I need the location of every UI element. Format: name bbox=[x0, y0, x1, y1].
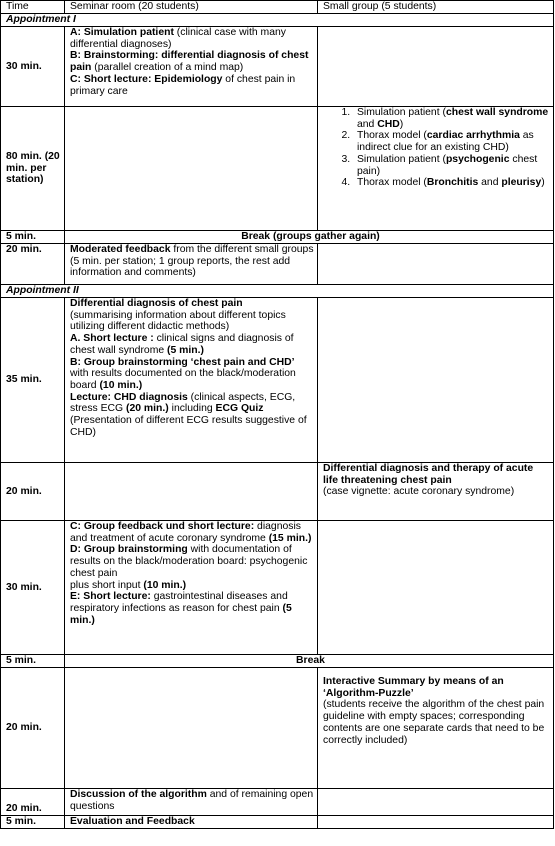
row-time: 30 min. bbox=[1, 521, 65, 655]
activity-label: A. Short lecture : bbox=[70, 333, 154, 345]
row-time: 5 min. bbox=[1, 231, 65, 244]
activity-duration: (5 min.) bbox=[70, 602, 292, 626]
seminar-cell bbox=[65, 107, 318, 231]
small-group-cell bbox=[318, 298, 554, 463]
seminar-cell: Evaluation and Feedback bbox=[65, 816, 318, 829]
seminar-cell bbox=[65, 668, 318, 789]
activity-text: from the different small groups (5 min. per station; 1 group reports, the rest add information and comments) bbox=[70, 244, 314, 279]
seminar-cell bbox=[65, 27, 318, 107]
station-item: 1. Simulation patient (chest wall syndrome and CHD) bbox=[353, 107, 551, 130]
row-time: 80 min. (20 min. per station) bbox=[1, 107, 65, 231]
row-time: 20 min. bbox=[1, 463, 65, 521]
small-group-cell bbox=[318, 244, 554, 285]
small-group-cell bbox=[318, 789, 554, 816]
seminar-cell bbox=[65, 244, 318, 285]
table-row bbox=[1, 27, 554, 107]
activity-label: D: Group brainstorming bbox=[70, 544, 188, 556]
activity-label: Moderated feedback bbox=[70, 244, 171, 255]
table-row bbox=[1, 668, 554, 789]
activity-label: E: Short lecture: bbox=[70, 591, 151, 603]
table-row bbox=[1, 463, 554, 521]
activity-text: (clinical aspects, ECG, stress ECG bbox=[70, 391, 296, 415]
break-row bbox=[1, 231, 554, 244]
row-time: 20 min. bbox=[1, 668, 65, 789]
activity-label: B: Brainstorming: differential diagnosis of chest pain bbox=[70, 50, 309, 74]
activity-topic: Epidemiology bbox=[151, 73, 223, 85]
activity-duration: (15 min.) bbox=[268, 532, 312, 544]
activity-text: plus short input bbox=[70, 579, 144, 591]
activity-duration: (20 min.) bbox=[126, 403, 169, 415]
activity-label: Discussion of the algorithm bbox=[70, 789, 207, 800]
station-item: 4. Thorax model (Bronchitis and pleurisy) bbox=[353, 177, 551, 189]
activity-duration: (10 min.) bbox=[99, 379, 143, 391]
row-time: 35 min. bbox=[1, 298, 65, 463]
small-group-cell bbox=[318, 27, 554, 107]
seminar-cell bbox=[65, 521, 318, 655]
activity-text: and of remaining open questions bbox=[70, 789, 314, 812]
activity-text: gastrointestinal diseases and respiratory infections as reason for chest pain bbox=[70, 591, 288, 614]
row-time: 5 min. bbox=[1, 655, 65, 668]
station-item: 2. Thorax model (cardiac arrhythmia as indirect clue for an existing CHD) bbox=[353, 130, 551, 153]
break-label: Break (groups gather again) bbox=[65, 231, 554, 244]
row-time: 30 min. bbox=[1, 27, 65, 107]
small-group-cell bbox=[318, 816, 554, 829]
activity-label: B: Group brainstorming ‘chest pain and CHD’ bbox=[70, 356, 295, 368]
small-group-cell bbox=[318, 521, 554, 655]
activity-text: (parallel creation of a mind map) bbox=[91, 62, 244, 74]
activity-duration: (10 min.) bbox=[143, 579, 187, 591]
activity-text: (students receive the algorithm of the chest pain guideline with empty spaces; corresponding contents are one separate cards that need to be correctly included) bbox=[323, 699, 545, 746]
activity-label: Lecture: CHD diagnosis bbox=[70, 391, 188, 403]
table-row bbox=[1, 816, 554, 829]
table-row bbox=[1, 107, 554, 231]
header-small-group: Small group (5 students) bbox=[318, 1, 554, 14]
station-list bbox=[323, 107, 551, 189]
table-row bbox=[1, 521, 554, 655]
activity-text: of chest pain in primary care bbox=[70, 73, 296, 97]
header-time: Time bbox=[1, 1, 65, 14]
activity-text: (Presentation of different ECG results suggestive of CHD) bbox=[70, 415, 307, 438]
activity-text: including bbox=[168, 403, 216, 415]
activity-text: with documentation of results on the black/moderation board: psychogenic chest pain bbox=[70, 544, 308, 579]
appointment-row bbox=[1, 14, 554, 27]
section-title: Differential diagnosis of chest pain bbox=[70, 298, 243, 309]
activity-label: Interactive Summary by means of an ‘Algorithm-Puzzle’ bbox=[323, 676, 504, 699]
header-row bbox=[1, 1, 554, 14]
break-label: Break bbox=[65, 655, 554, 668]
section-intro: (summarising information about different topics utilizing different didactic methods) bbox=[70, 309, 286, 333]
activity-label: Differential diagnosis and therapy of acute life threatening chest pain bbox=[323, 463, 534, 486]
activity-label: A: Simulation patient bbox=[70, 27, 174, 38]
activity-text: (case vignette: acute coronary syndrome) bbox=[323, 486, 515, 498]
seminar-cell bbox=[65, 789, 318, 816]
activity-label: C: Group feedback und short lecture: bbox=[70, 521, 255, 532]
row-time: 5 min. bbox=[1, 816, 65, 829]
break-row bbox=[1, 655, 554, 668]
activity-label: C: Short lecture: bbox=[70, 73, 152, 85]
small-group-cell bbox=[318, 668, 554, 789]
small-group-cell bbox=[318, 107, 554, 231]
activity-text: diagnosis and treatment of acute coronary syndrome bbox=[70, 521, 301, 544]
table-row bbox=[1, 298, 554, 463]
activity-duration: (5 min.) bbox=[167, 344, 204, 356]
seminar-cell bbox=[65, 298, 318, 463]
table-row bbox=[1, 244, 554, 285]
seminar-cell bbox=[65, 463, 318, 521]
appointment-1-label: Appointment I bbox=[1, 14, 554, 27]
activity-text: clinical signs and diagnosis of chest wall syndrome bbox=[70, 333, 294, 356]
row-time: 20 min. bbox=[1, 789, 65, 816]
header-seminar-room: Seminar room (20 students) bbox=[65, 1, 318, 14]
row-time: 20 min. bbox=[1, 244, 65, 285]
small-group-cell bbox=[318, 463, 554, 521]
station-item: 3. Simulation patient (psychogenic chest pain) bbox=[353, 154, 551, 177]
ecg-quiz-label: ECG Quiz bbox=[215, 403, 264, 415]
table-row bbox=[1, 789, 554, 816]
activity-text: with results documented on the black/moderation board bbox=[70, 368, 296, 391]
appointment-2-label: Appointment II bbox=[1, 285, 554, 298]
appointment-row bbox=[1, 285, 554, 298]
activity-text: (clinical case with many differential diagnoses) bbox=[70, 27, 286, 50]
